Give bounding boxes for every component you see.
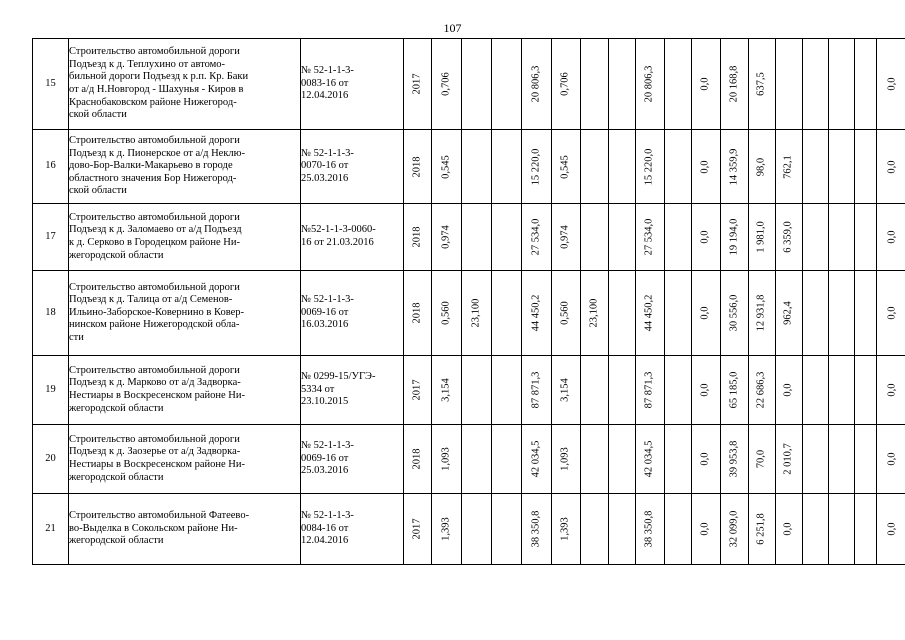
value-text: 38 350,8 — [643, 510, 655, 548]
value-cell-c16 — [855, 39, 877, 130]
value-cell-c15 — [829, 494, 855, 565]
value-text: 2017 — [411, 379, 423, 401]
value-text: 762,1 — [782, 154, 794, 179]
expertise-document — [301, 39, 404, 130]
object-name-line: Строительство автомобильной дороги — [69, 211, 240, 223]
expertise-document-line: 16 от 21.03.2016 — [301, 237, 374, 248]
value-cell-c2 — [462, 494, 492, 565]
value-cell-c1 — [432, 204, 462, 271]
value-text: 2018 — [411, 156, 423, 177]
expertise-document — [301, 356, 404, 425]
value-text: 14 359,9 — [728, 148, 740, 185]
table-row — [33, 271, 905, 356]
value-cell-c11 — [721, 39, 749, 130]
expertise-document-line: 25.03.2016 — [301, 465, 349, 477]
table-row — [33, 494, 905, 565]
row-number: 21 — [33, 494, 69, 565]
value-text: 1,093 — [559, 447, 571, 471]
object-name — [69, 130, 301, 204]
expertise-document-line: №52-1-1-3-0060- — [301, 224, 376, 236]
expertise-document-line: № 0299-15/УГЭ- — [301, 371, 376, 383]
value-text: 0,0 — [782, 383, 794, 397]
value-cell-c3 — [492, 425, 522, 494]
value-cell-c15 — [829, 130, 855, 204]
value-cell-c4 — [522, 39, 552, 130]
value-cell-c7 — [609, 204, 636, 271]
value-text: 1,393 — [440, 517, 452, 541]
value-text: 32 099,0 — [728, 510, 740, 548]
value-text: 1,393 — [559, 517, 571, 541]
table-row — [33, 130, 905, 204]
value-text: 0,0 — [699, 159, 711, 174]
value-cell-c13 — [776, 204, 803, 271]
object-name-line: ской области — [69, 109, 127, 121]
object-name-line: Нестиары в Воскресенском районе Ни- — [69, 459, 245, 470]
value-cell-c16 — [855, 130, 877, 204]
object-name-line: областного значения Бор Нижегород- — [69, 172, 237, 184]
value-text: 0,0 — [886, 306, 898, 320]
value-cell-c16 — [855, 271, 877, 356]
value-text: 0,0 — [699, 230, 711, 244]
value-text: 23,100 — [588, 298, 600, 328]
value-cell-c2 — [462, 425, 492, 494]
value-cell-c5 — [552, 130, 581, 204]
object-name-line: Строительство автомобильной дороги — [69, 46, 240, 58]
value-text: 12 931,8 — [755, 294, 767, 332]
row-number: 19 — [33, 356, 69, 425]
value-text: 44 450,2 — [643, 294, 655, 332]
expertise-document — [301, 271, 404, 356]
value-cell-c10 — [692, 425, 721, 494]
value-cell-c3 — [492, 130, 522, 204]
value-cell-c6 — [581, 494, 609, 565]
value-cell-c5 — [552, 494, 581, 565]
value-cell-c4 — [522, 271, 552, 356]
value-cell-c17 — [877, 39, 905, 130]
value-text: 0,0 — [886, 522, 898, 536]
value-text: 0,545 — [440, 154, 452, 179]
value-cell-c9 — [665, 425, 692, 494]
object-name-line: жегородской области — [69, 402, 164, 414]
value-cell-year — [404, 425, 432, 494]
value-cell-c11 — [721, 356, 749, 425]
value-cell-c17 — [877, 356, 905, 425]
value-text: 98,0 — [755, 157, 767, 176]
table-row — [33, 425, 905, 494]
value-cell-c13 — [776, 425, 803, 494]
expertise-document-line: 0084-16 от — [301, 522, 349, 534]
value-text: 22 686,3 — [755, 371, 767, 409]
value-text: 87 871,3 — [530, 371, 542, 409]
value-text: 0,974 — [440, 225, 452, 249]
object-name-line: Подъезд к д. Теплухино от автомо- — [69, 58, 226, 70]
value-cell-c12 — [749, 130, 776, 204]
object-name-line: Ильино-Заборское-Ковернино в Ковер- — [69, 306, 245, 318]
value-cell-c2 — [462, 130, 492, 204]
object-name-line: во-Выделка в Сокольском районе Ни- — [69, 522, 238, 534]
table-row — [33, 39, 905, 130]
value-text: 0,0 — [699, 77, 711, 91]
value-cell-c7 — [609, 271, 636, 356]
value-text: 0,0 — [699, 383, 711, 397]
value-cell-c6 — [581, 425, 609, 494]
object-name-line: Нестиары в Воскресенском районе Ни- — [69, 390, 245, 401]
value-text: 15 220,0 — [643, 148, 655, 185]
object-name — [69, 356, 301, 425]
object-name-line: Краснобаковском районе Нижегород- — [69, 96, 237, 108]
expertise-document-line: № 52-1-1-3- — [301, 440, 354, 452]
value-text: 42 034,5 — [643, 440, 655, 478]
value-cell-c8 — [636, 130, 665, 204]
value-cell-c9 — [665, 39, 692, 130]
value-text: 0,706 — [559, 72, 571, 96]
value-cell-c1 — [432, 356, 462, 425]
value-text: 6 359,0 — [782, 221, 794, 253]
value-text: 87 871,3 — [643, 371, 655, 409]
value-cell-c3 — [492, 494, 522, 565]
object-name-line: Строительство автомобильной дороги — [69, 364, 240, 376]
value-text: 15 220,0 — [530, 148, 542, 185]
value-text: 962,4 — [782, 301, 794, 325]
row-number: 17 — [33, 204, 69, 271]
row-number: 15 — [33, 39, 69, 130]
value-text: 27 534,0 — [530, 218, 542, 256]
value-cell-c3 — [492, 39, 522, 130]
value-text: 38 350,8 — [530, 510, 542, 548]
value-cell-c5 — [552, 39, 581, 130]
value-cell-c13 — [776, 271, 803, 356]
value-cell-c10 — [692, 356, 721, 425]
value-cell-c16 — [855, 356, 877, 425]
value-text: 0,974 — [559, 225, 571, 249]
expertise-document-line: № 52-1-1-3- — [301, 294, 354, 306]
value-cell-c14 — [803, 39, 829, 130]
value-text: 20 168,8 — [728, 65, 740, 103]
value-cell-c15 — [829, 356, 855, 425]
value-text: 20 806,3 — [643, 65, 655, 103]
value-cell-c10 — [692, 204, 721, 271]
value-cell-c9 — [665, 356, 692, 425]
value-cell-c12 — [749, 425, 776, 494]
value-cell-c6 — [581, 356, 609, 425]
value-text: 2017 — [411, 518, 423, 540]
value-cell-c15 — [829, 271, 855, 356]
value-cell-c11 — [721, 425, 749, 494]
value-text: 2018 — [411, 302, 423, 324]
object-name-line: ской области — [69, 185, 127, 197]
value-text: 2017 — [411, 73, 423, 95]
table-body — [33, 39, 905, 565]
value-cell-c10 — [692, 271, 721, 356]
value-cell-year — [404, 204, 432, 271]
object-name-line: Подъезд к д. Марково от а/д Задворка- — [69, 377, 241, 389]
value-cell-c7 — [609, 130, 636, 204]
value-cell-c15 — [829, 204, 855, 271]
expertise-document-line: № 52-1-1-3- — [301, 147, 354, 159]
value-text: 2018 — [411, 448, 423, 470]
expertise-document — [301, 425, 404, 494]
object-name-line: Подъезд к д. Заломаево от а/д Подъезд — [69, 224, 242, 236]
value-text: 0,0 — [699, 306, 711, 320]
expertise-document — [301, 494, 404, 565]
value-text: 0,0 — [886, 383, 898, 397]
value-text: 0,0 — [699, 522, 711, 536]
row-number: 20 — [33, 425, 69, 494]
value-cell-c13 — [776, 494, 803, 565]
object-name-line: сти — [69, 331, 84, 343]
value-text: 23,100 — [470, 298, 482, 328]
value-cell-c5 — [552, 356, 581, 425]
object-name — [69, 494, 301, 565]
value-text: 3,154 — [559, 378, 571, 402]
value-cell-c13 — [776, 39, 803, 130]
row-number: 16 — [33, 130, 69, 204]
value-cell-c7 — [609, 39, 636, 130]
value-cell-c11 — [721, 494, 749, 565]
value-text: 0,560 — [440, 301, 452, 325]
object-name-line: Подъезд к д. Талица от а/д Семенов- — [69, 294, 233, 306]
value-text: 2018 — [411, 226, 423, 248]
value-text: 30 556,0 — [728, 294, 740, 332]
value-cell-c9 — [665, 494, 692, 565]
value-cell-c12 — [749, 271, 776, 356]
value-cell-c1 — [432, 425, 462, 494]
value-text: 0,0 — [886, 230, 898, 244]
value-text: 2 010,7 — [782, 443, 794, 475]
object-name-line: Строительство автомобильной дороги — [69, 135, 240, 147]
value-cell-c16 — [855, 494, 877, 565]
value-cell-c11 — [721, 204, 749, 271]
value-cell-c8 — [636, 494, 665, 565]
value-cell-c14 — [803, 356, 829, 425]
value-cell-c2 — [462, 204, 492, 271]
value-text: 0,0 — [886, 159, 898, 174]
value-text: 637,5 — [755, 72, 767, 96]
value-cell-c14 — [803, 130, 829, 204]
value-cell-c10 — [692, 494, 721, 565]
value-text: 42 034,5 — [530, 440, 542, 478]
value-cell-c3 — [492, 356, 522, 425]
value-text: 6 251,8 — [755, 513, 767, 545]
value-cell-c5 — [552, 204, 581, 271]
value-text: 0,560 — [559, 301, 571, 325]
value-text: 3,154 — [440, 378, 452, 402]
page-number: 107 — [443, 21, 462, 35]
value-text: 0,0 — [699, 452, 711, 466]
value-cell-c16 — [855, 204, 877, 271]
value-cell-c7 — [609, 356, 636, 425]
expertise-document — [301, 204, 404, 271]
value-cell-c8 — [636, 204, 665, 271]
value-text: 39 953,8 — [728, 440, 740, 478]
value-cell-year — [404, 494, 432, 565]
expertise-document-line: 23.10.2015 — [301, 396, 349, 408]
value-cell-c9 — [665, 130, 692, 204]
value-text: 20 806,3 — [530, 65, 542, 103]
value-text: 27 534,0 — [643, 218, 655, 256]
object-name-line: жегородской области — [69, 249, 164, 261]
value-cell-c10 — [692, 39, 721, 130]
object-name-line: к д. Серково в Городецком районе Ни- — [69, 237, 241, 248]
value-text: 19 194,0 — [728, 218, 740, 256]
object-name-line: от а/д Н.Новгород - Шахунья - Киров в — [69, 84, 244, 95]
value-cell-c4 — [522, 130, 552, 204]
object-name-line: дово-Бор-Валки-Макарьево в городе — [69, 160, 233, 172]
value-cell-c8 — [636, 425, 665, 494]
value-cell-year — [404, 271, 432, 356]
value-cell-year — [404, 39, 432, 130]
value-cell-c4 — [522, 494, 552, 565]
object-name — [69, 271, 301, 356]
expertise-document-line: 12.04.2016 — [301, 535, 349, 547]
expertise-document-line: № 52-1-1-3- — [301, 65, 354, 77]
expertise-document-line: 25.03.2016 — [301, 172, 349, 184]
value-text: 0,0 — [782, 522, 794, 536]
value-cell-c7 — [609, 425, 636, 494]
value-cell-c16 — [855, 425, 877, 494]
value-cell-c3 — [492, 204, 522, 271]
object-name-line: Строительство автомобильной Фатеево- — [69, 510, 250, 522]
object-name-line: бильной дороги Подъезд к р.п. Кр. Баки — [69, 71, 249, 83]
object-name-line: Подъезд к д. Пионерское от а/д Неклю- — [69, 147, 246, 159]
value-cell-c14 — [803, 425, 829, 494]
value-text: 65 185,0 — [728, 371, 740, 409]
value-text: 0,0 — [886, 77, 898, 91]
value-cell-c5 — [552, 271, 581, 356]
value-cell-c6 — [581, 204, 609, 271]
projects-table — [32, 38, 905, 565]
value-cell-c4 — [522, 204, 552, 271]
value-text: 0,706 — [440, 72, 452, 96]
value-cell-year — [404, 130, 432, 204]
object-name — [69, 39, 301, 130]
object-name-line: жегородской области — [69, 535, 164, 547]
value-cell-c10 — [692, 130, 721, 204]
value-cell-c17 — [877, 204, 905, 271]
value-cell-c3 — [492, 271, 522, 356]
value-cell-c12 — [749, 204, 776, 271]
object-name-line: Строительство автомобильной дороги — [69, 433, 240, 445]
expertise-document-line: 12.04.2016 — [301, 90, 349, 102]
value-text: 44 450,2 — [530, 294, 542, 332]
table-row — [33, 204, 905, 271]
value-cell-c1 — [432, 271, 462, 356]
expertise-document-line: 0069-16 от — [301, 452, 349, 464]
value-cell-c17 — [877, 494, 905, 565]
value-cell-c1 — [432, 494, 462, 565]
value-cell-c11 — [721, 130, 749, 204]
value-cell-c2 — [462, 39, 492, 130]
value-cell-c8 — [636, 271, 665, 356]
value-cell-c13 — [776, 356, 803, 425]
object-name-line: Подъезд к д. Заозерье от а/д Задворка- — [69, 446, 241, 458]
value-cell-c12 — [749, 39, 776, 130]
value-cell-c1 — [432, 130, 462, 204]
value-cell-c4 — [522, 425, 552, 494]
value-cell-c8 — [636, 39, 665, 130]
object-name-line: нинском районе Нижегородской обла- — [69, 319, 240, 331]
value-cell-c14 — [803, 204, 829, 271]
value-cell-c15 — [829, 425, 855, 494]
value-cell-c14 — [803, 271, 829, 356]
value-text: 0,0 — [886, 452, 898, 466]
value-text: 1,093 — [440, 447, 452, 471]
value-text: 70,0 — [755, 449, 767, 469]
value-cell-c1 — [432, 39, 462, 130]
value-cell-c15 — [829, 39, 855, 130]
expertise-document-line: № 52-1-1-3- — [301, 510, 354, 522]
value-cell-c2 — [462, 356, 492, 425]
value-cell-c12 — [749, 494, 776, 565]
value-cell-c9 — [665, 271, 692, 356]
value-cell-c5 — [552, 425, 581, 494]
expertise-document-line: 0069-16 от — [301, 306, 349, 318]
value-cell-c13 — [776, 130, 803, 204]
value-cell-c12 — [749, 356, 776, 425]
value-cell-c11 — [721, 271, 749, 356]
value-cell-c4 — [522, 356, 552, 425]
object-name-line: жегородской области — [69, 471, 164, 483]
value-text: 0,545 — [559, 154, 571, 179]
expertise-document-line: 16.03.2016 — [301, 319, 349, 331]
object-name — [69, 425, 301, 494]
object-name-line: Строительство автомобильной дороги — [69, 281, 240, 293]
value-cell-c9 — [665, 204, 692, 271]
table-row — [33, 356, 905, 425]
value-cell-c6 — [581, 39, 609, 130]
value-cell-c17 — [877, 130, 905, 204]
expertise-document-line: 0070-16 от — [301, 160, 349, 172]
value-cell-c14 — [803, 494, 829, 565]
expertise-document — [301, 130, 404, 204]
value-cell-c6 — [581, 130, 609, 204]
value-cell-year — [404, 356, 432, 425]
value-text: 1 981,0 — [755, 221, 767, 253]
value-cell-c8 — [636, 356, 665, 425]
value-cell-c6 — [581, 271, 609, 356]
value-cell-c2 — [462, 271, 492, 356]
value-cell-c7 — [609, 494, 636, 565]
object-name — [69, 204, 301, 271]
expertise-document-line: 5334 от — [301, 383, 335, 395]
expertise-document-line: 0083-16 от — [301, 77, 349, 89]
value-cell-c17 — [877, 425, 905, 494]
row-number: 18 — [33, 271, 69, 356]
value-cell-c17 — [877, 271, 905, 356]
